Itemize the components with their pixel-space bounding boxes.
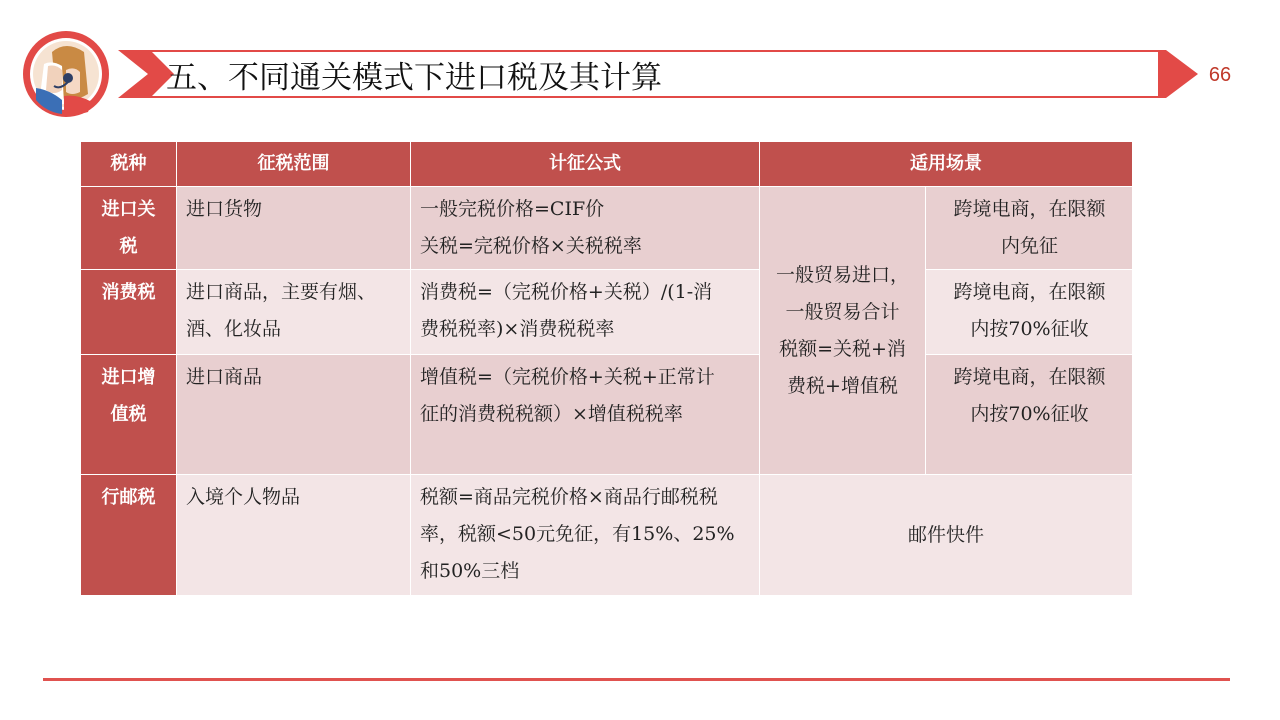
footer-divider: [43, 678, 1230, 681]
row-header-line: 进口增: [101, 367, 156, 388]
cell-line: 内免征: [1000, 235, 1058, 257]
cell-line: 税额=关税+消: [779, 337, 906, 360]
formula-cell: [411, 355, 760, 475]
cell-line: 增值税=（完税价格+关税+正常计: [420, 366, 715, 388]
row-header-line: 值税: [110, 404, 147, 425]
cell-line: 消费税=（完税价格+关税）/(1-消: [420, 281, 713, 303]
column-header-scenario: 适用场景: [760, 142, 1133, 187]
page-title: 五、不同通关模式下进口税及其计算: [166, 60, 662, 96]
postal-scene-cell: [760, 475, 1133, 596]
scope-cell: [177, 475, 411, 596]
cell-line: 跨境电商，在限额: [953, 366, 1106, 388]
cell-line: 一般贸易进口，: [775, 263, 909, 286]
scope-cell: [177, 355, 411, 475]
row-header-vat: [81, 355, 177, 475]
cell-line: 内按70%征收: [970, 403, 1089, 425]
row-header-line: 税: [119, 236, 138, 257]
row-header-line: 行邮税: [101, 487, 156, 508]
row-header-consumption-tax: [81, 270, 177, 355]
row-header-line: 消费税: [101, 282, 156, 303]
table-row: [81, 355, 1133, 475]
page-number: 66: [1208, 64, 1232, 86]
customer-service-agent-icon: [22, 30, 110, 118]
table-row: [81, 187, 1133, 270]
column-header-tax-type: 税种: [81, 142, 177, 187]
cell-line: 邮件快件: [907, 523, 984, 546]
cell-line: 费税税率)×消费税税率: [420, 318, 615, 340]
cell-line: 跨境电商，在限额: [953, 281, 1106, 303]
cell-line: 入境个人物品: [186, 486, 301, 508]
formula-cell: [411, 187, 760, 270]
row-header-postal-tax: [81, 475, 177, 596]
formula-cell: [411, 475, 760, 596]
cell-line: 率，税额<50元免征，有15%、25%: [420, 523, 735, 545]
cell-line: 进口商品: [186, 366, 263, 388]
scope-cell: [177, 187, 411, 270]
cell-line: 一般完税价格=CIF价: [420, 198, 605, 220]
cell-line: 进口商品，主要有烟、: [186, 281, 377, 303]
import-tax-table: [80, 141, 1133, 596]
cell-line: 酒、化妆品: [186, 318, 282, 340]
cell-line: 关税=完税价格×关税税率: [420, 235, 642, 257]
row-header-line: 进口关: [101, 199, 156, 220]
column-header-formula: 计征公式: [411, 142, 760, 187]
cell-line: 税额=商品完税价格×商品行邮税税: [420, 486, 718, 508]
cell-line: 费税+增值税: [787, 374, 898, 397]
cell-line: 进口货物: [186, 198, 263, 220]
crossborder-cell: [926, 355, 1133, 475]
column-header-scope: 征税范围: [177, 142, 411, 187]
table-header-row: [81, 142, 1133, 187]
cell-line: 跨境电商，在限额: [953, 198, 1106, 220]
formula-cell: [411, 270, 760, 355]
cell-line: 一般贸易合计: [785, 300, 900, 323]
crossborder-cell: [926, 187, 1133, 270]
scope-cell: [177, 270, 411, 355]
cell-line: 内按70%征收: [970, 318, 1089, 340]
crossborder-cell: [926, 270, 1133, 355]
row-header-tariff: [81, 187, 177, 270]
table-row: [81, 475, 1133, 596]
table-row: [81, 270, 1133, 355]
cell-line: 和50%三档: [420, 560, 520, 582]
general-trade-cell: [760, 187, 926, 475]
cell-line: 征的消费税税额）×增值税税率: [420, 403, 683, 425]
